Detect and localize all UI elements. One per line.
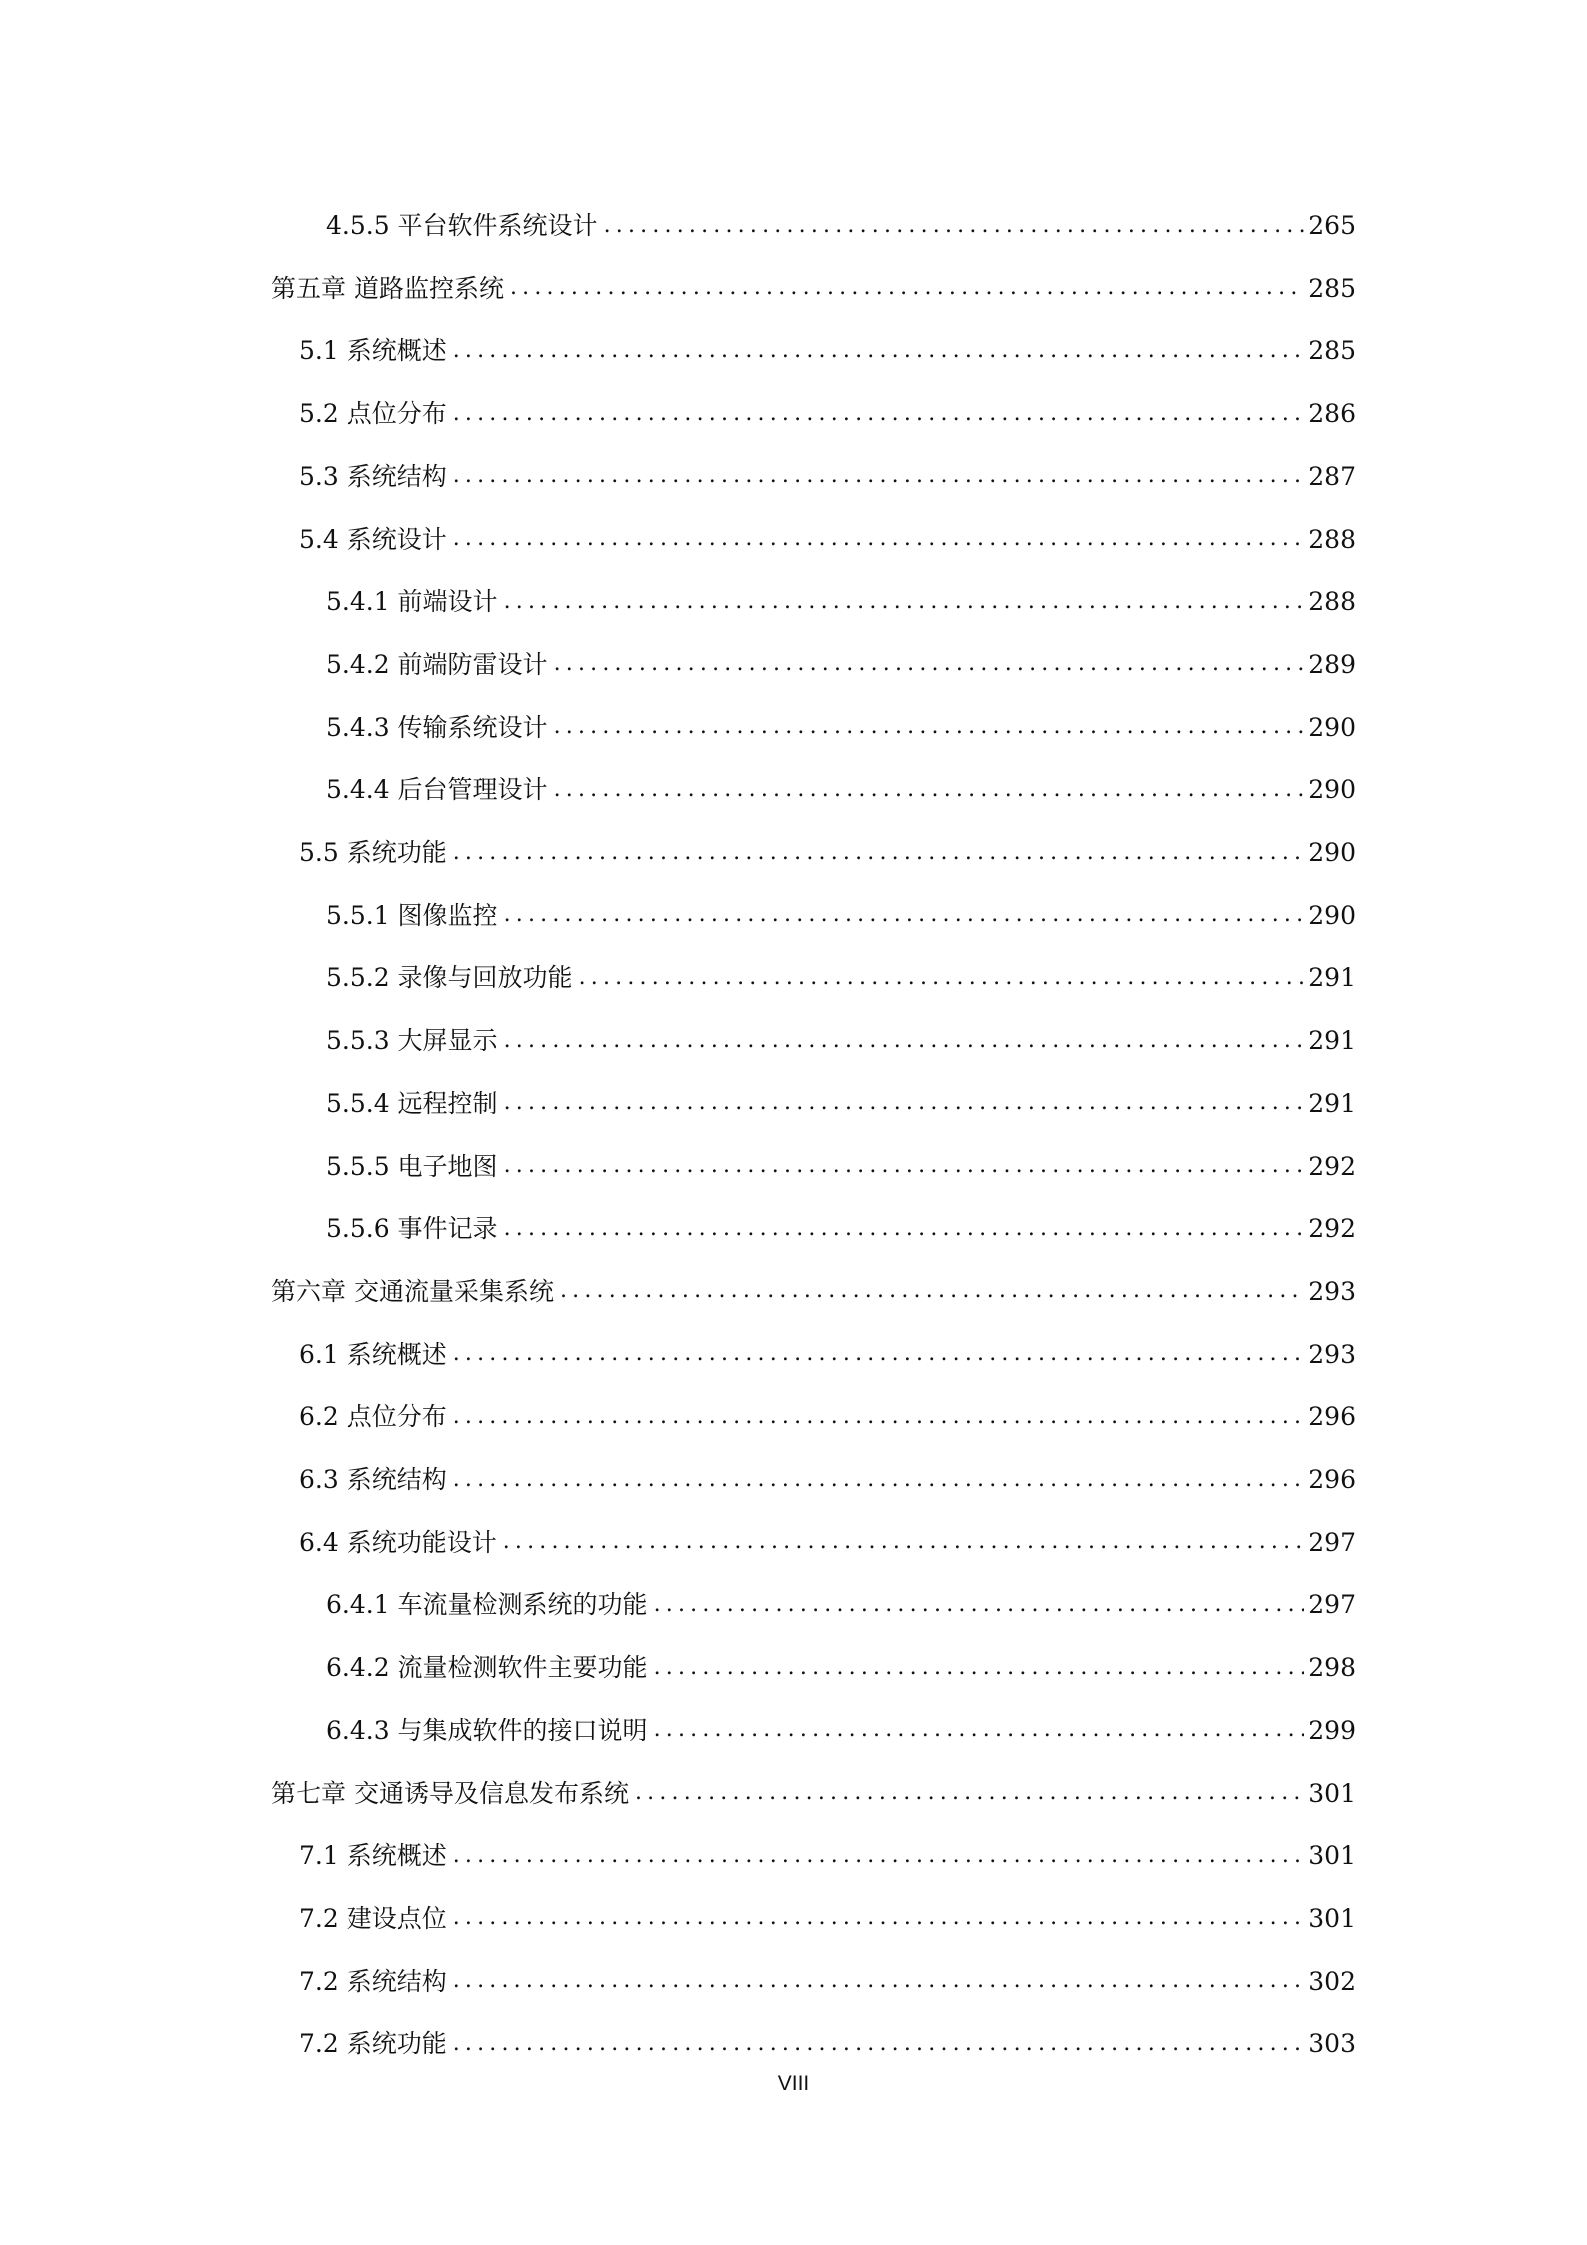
toc-entry-page: 287 xyxy=(1308,461,1356,491)
toc-entry-page: 290 xyxy=(1308,900,1356,930)
toc-entry-page: 296 xyxy=(1308,1402,1356,1432)
toc-entry[interactable] xyxy=(326,1070,1356,1137)
toc-entry-page: 298 xyxy=(1308,1653,1356,1683)
toc-entry-title: 7.2 系统功能 xyxy=(299,2029,447,2059)
dot-leader xyxy=(503,1531,1305,1553)
dot-leader xyxy=(554,779,1305,801)
toc-entry-page: 293 xyxy=(1308,1276,1356,1306)
dot-leader xyxy=(504,1092,1305,1114)
toc-entry-page: 302 xyxy=(1308,1966,1356,1996)
toc-entry-page: 291 xyxy=(1308,963,1356,993)
toc-entry[interactable] xyxy=(326,1007,1356,1074)
toc-entry-title: 6.1 系统概述 xyxy=(299,1339,447,1369)
dot-leader xyxy=(554,716,1305,738)
toc-entry[interactable] xyxy=(326,1133,1356,1200)
toc-entry-title: 6.3 系统结构 xyxy=(299,1465,447,1494)
toc-entry-page: 292 xyxy=(1308,1151,1356,1181)
toc-entry[interactable] xyxy=(326,631,1356,698)
dot-leader xyxy=(604,215,1305,237)
dot-leader xyxy=(654,1594,1305,1616)
toc-entry[interactable] xyxy=(271,1258,1356,1325)
toc-entry-page: 290 xyxy=(1308,838,1356,867)
toc-entry[interactable] xyxy=(326,944,1356,1011)
dot-leader xyxy=(453,1970,1305,1992)
toc-entry-page: 291 xyxy=(1308,1088,1356,1118)
toc-entry[interactable] xyxy=(299,506,1356,573)
dot-leader xyxy=(504,591,1305,613)
toc-entry[interactable] xyxy=(326,1571,1356,1638)
toc-entry-page: 296 xyxy=(1308,1465,1356,1494)
toc-entry-title: 第五章 道路监控系统 xyxy=(271,273,504,303)
dot-leader xyxy=(579,967,1305,989)
toc-entry[interactable] xyxy=(271,1760,1356,1827)
dot-leader xyxy=(504,1218,1305,1240)
toc-entry-page: 288 xyxy=(1308,587,1356,617)
toc-entry-page: 289 xyxy=(1308,649,1356,679)
toc-entry[interactable] xyxy=(299,819,1356,886)
toc-entry[interactable] xyxy=(299,317,1356,384)
dot-leader xyxy=(453,1907,1305,1929)
dot-leader xyxy=(510,277,1304,299)
toc-entry-title: 7.1 系统概述 xyxy=(299,1841,447,1871)
toc-entry-title: 5.3 系统结构 xyxy=(299,461,447,491)
toc-entry-title: 5.4.4 后台管理设计 xyxy=(326,775,548,805)
toc-entry-title: 5.5.5 电子地图 xyxy=(326,1151,498,1181)
toc-entry-title: 5.5.3 大屏显示 xyxy=(326,1026,498,1056)
toc-entry[interactable] xyxy=(299,1822,1356,1889)
dot-leader xyxy=(453,1343,1305,1365)
toc-entry-title: 6.4.2 流量检测软件主要功能 xyxy=(326,1653,648,1683)
toc-entry-page: 290 xyxy=(1308,775,1356,805)
toc-entry-title: 第六章 交通流量采集系统 xyxy=(271,1276,554,1306)
dot-leader xyxy=(554,653,1305,675)
toc-entry[interactable] xyxy=(326,756,1356,823)
toc-entry-page: 297 xyxy=(1308,1527,1356,1557)
toc-entry-title: 6.4.3 与集成软件的接口说明 xyxy=(326,1715,648,1745)
dot-leader xyxy=(453,403,1305,425)
toc-entry-page: 290 xyxy=(1308,712,1356,742)
toc-entry[interactable] xyxy=(326,1195,1356,1262)
toc-entry-title: 5.5 系统功能 xyxy=(299,838,447,867)
toc-entry-page: 285 xyxy=(1308,336,1356,366)
toc-entry[interactable] xyxy=(326,882,1356,949)
toc-entry[interactable] xyxy=(299,443,1356,510)
toc-entry-page: 292 xyxy=(1308,1214,1356,1244)
toc-entry-page: 297 xyxy=(1308,1590,1356,1620)
toc-entry-page: 291 xyxy=(1308,1026,1356,1056)
toc-entry[interactable] xyxy=(326,694,1356,761)
toc-entry[interactable] xyxy=(299,1948,1356,2015)
dot-leader xyxy=(635,1782,1304,1804)
toc-entry-page: 303 xyxy=(1308,2029,1356,2059)
toc-entry-title: 5.5.1 图像监控 xyxy=(326,900,498,930)
dot-leader xyxy=(453,1845,1305,1867)
toc-entry-title: 6.4 系统功能设计 xyxy=(299,1527,497,1557)
toc-entry-title: 7.2 建设点位 xyxy=(299,1903,447,1933)
toc-entry[interactable] xyxy=(326,192,1356,259)
toc-entry-title: 5.4.2 前端防雷设计 xyxy=(326,649,548,679)
toc-entry-title: 5.5.6 事件记录 xyxy=(326,1214,498,1244)
toc-entry-title: 6.4.1 车流量检测系统的功能 xyxy=(326,1590,648,1620)
toc-entry-title: 5.5.2 录像与回放功能 xyxy=(326,963,573,993)
toc-entry[interactable] xyxy=(299,380,1356,447)
toc-entry-page: 293 xyxy=(1308,1339,1356,1369)
dot-leader xyxy=(504,1155,1305,1177)
toc-entry-page: 301 xyxy=(1308,1778,1356,1808)
toc-entry[interactable] xyxy=(271,255,1356,322)
toc-entry-page: 299 xyxy=(1308,1715,1356,1745)
toc-entry-title: 5.4 系统设计 xyxy=(299,524,447,554)
toc-entry-page: 285 xyxy=(1308,273,1356,303)
dot-leader xyxy=(453,842,1305,864)
toc-entry-title: 5.4.3 传输系统设计 xyxy=(326,712,548,742)
dot-leader xyxy=(453,2033,1305,2055)
dot-leader xyxy=(453,1469,1305,1491)
dot-leader xyxy=(654,1657,1305,1679)
toc-entry-title: 5.1 系统概述 xyxy=(299,336,447,366)
toc-entry-title: 6.2 点位分布 xyxy=(299,1402,447,1432)
toc-entry[interactable] xyxy=(299,1321,1356,1388)
toc-entry[interactable] xyxy=(326,568,1356,635)
page-number-footer: VIII xyxy=(777,2072,810,2095)
toc-entry-page: 288 xyxy=(1308,524,1356,554)
dot-leader xyxy=(453,465,1305,487)
toc-entry[interactable] xyxy=(326,1634,1356,1701)
toc-entry-page: 286 xyxy=(1308,399,1356,429)
dot-leader xyxy=(453,528,1305,550)
dot-leader xyxy=(504,904,1305,926)
toc-entry-title: 5.2 点位分布 xyxy=(299,399,447,429)
toc-entry[interactable] xyxy=(299,1383,1356,1450)
toc-entry-title: 4.5.5 平台软件系统设计 xyxy=(326,211,598,240)
toc-entry[interactable] xyxy=(326,1697,1356,1764)
dot-leader xyxy=(560,1280,1304,1302)
toc-entry[interactable] xyxy=(299,1885,1356,1952)
toc-entry-title: 第七章 交通诱导及信息发布系统 xyxy=(271,1778,629,1808)
toc-entry-title: 5.5.4 远程控制 xyxy=(326,1088,498,1118)
toc-entry[interactable] xyxy=(299,1509,1356,1576)
toc-entry-page: 265 xyxy=(1308,211,1356,240)
toc-entry[interactable] xyxy=(299,1446,1356,1513)
toc-entry-title: 5.4.1 前端设计 xyxy=(326,587,498,617)
toc-entry-page: 301 xyxy=(1308,1841,1356,1871)
dot-leader xyxy=(654,1719,1305,1741)
toc-entry-title: 7.2 系统结构 xyxy=(299,1966,447,1996)
dot-leader xyxy=(453,340,1305,362)
dot-leader xyxy=(504,1030,1305,1052)
toc-entry-page: 301 xyxy=(1308,1903,1356,1933)
toc-entry[interactable] xyxy=(299,2010,1356,2077)
dot-leader xyxy=(453,1406,1305,1428)
